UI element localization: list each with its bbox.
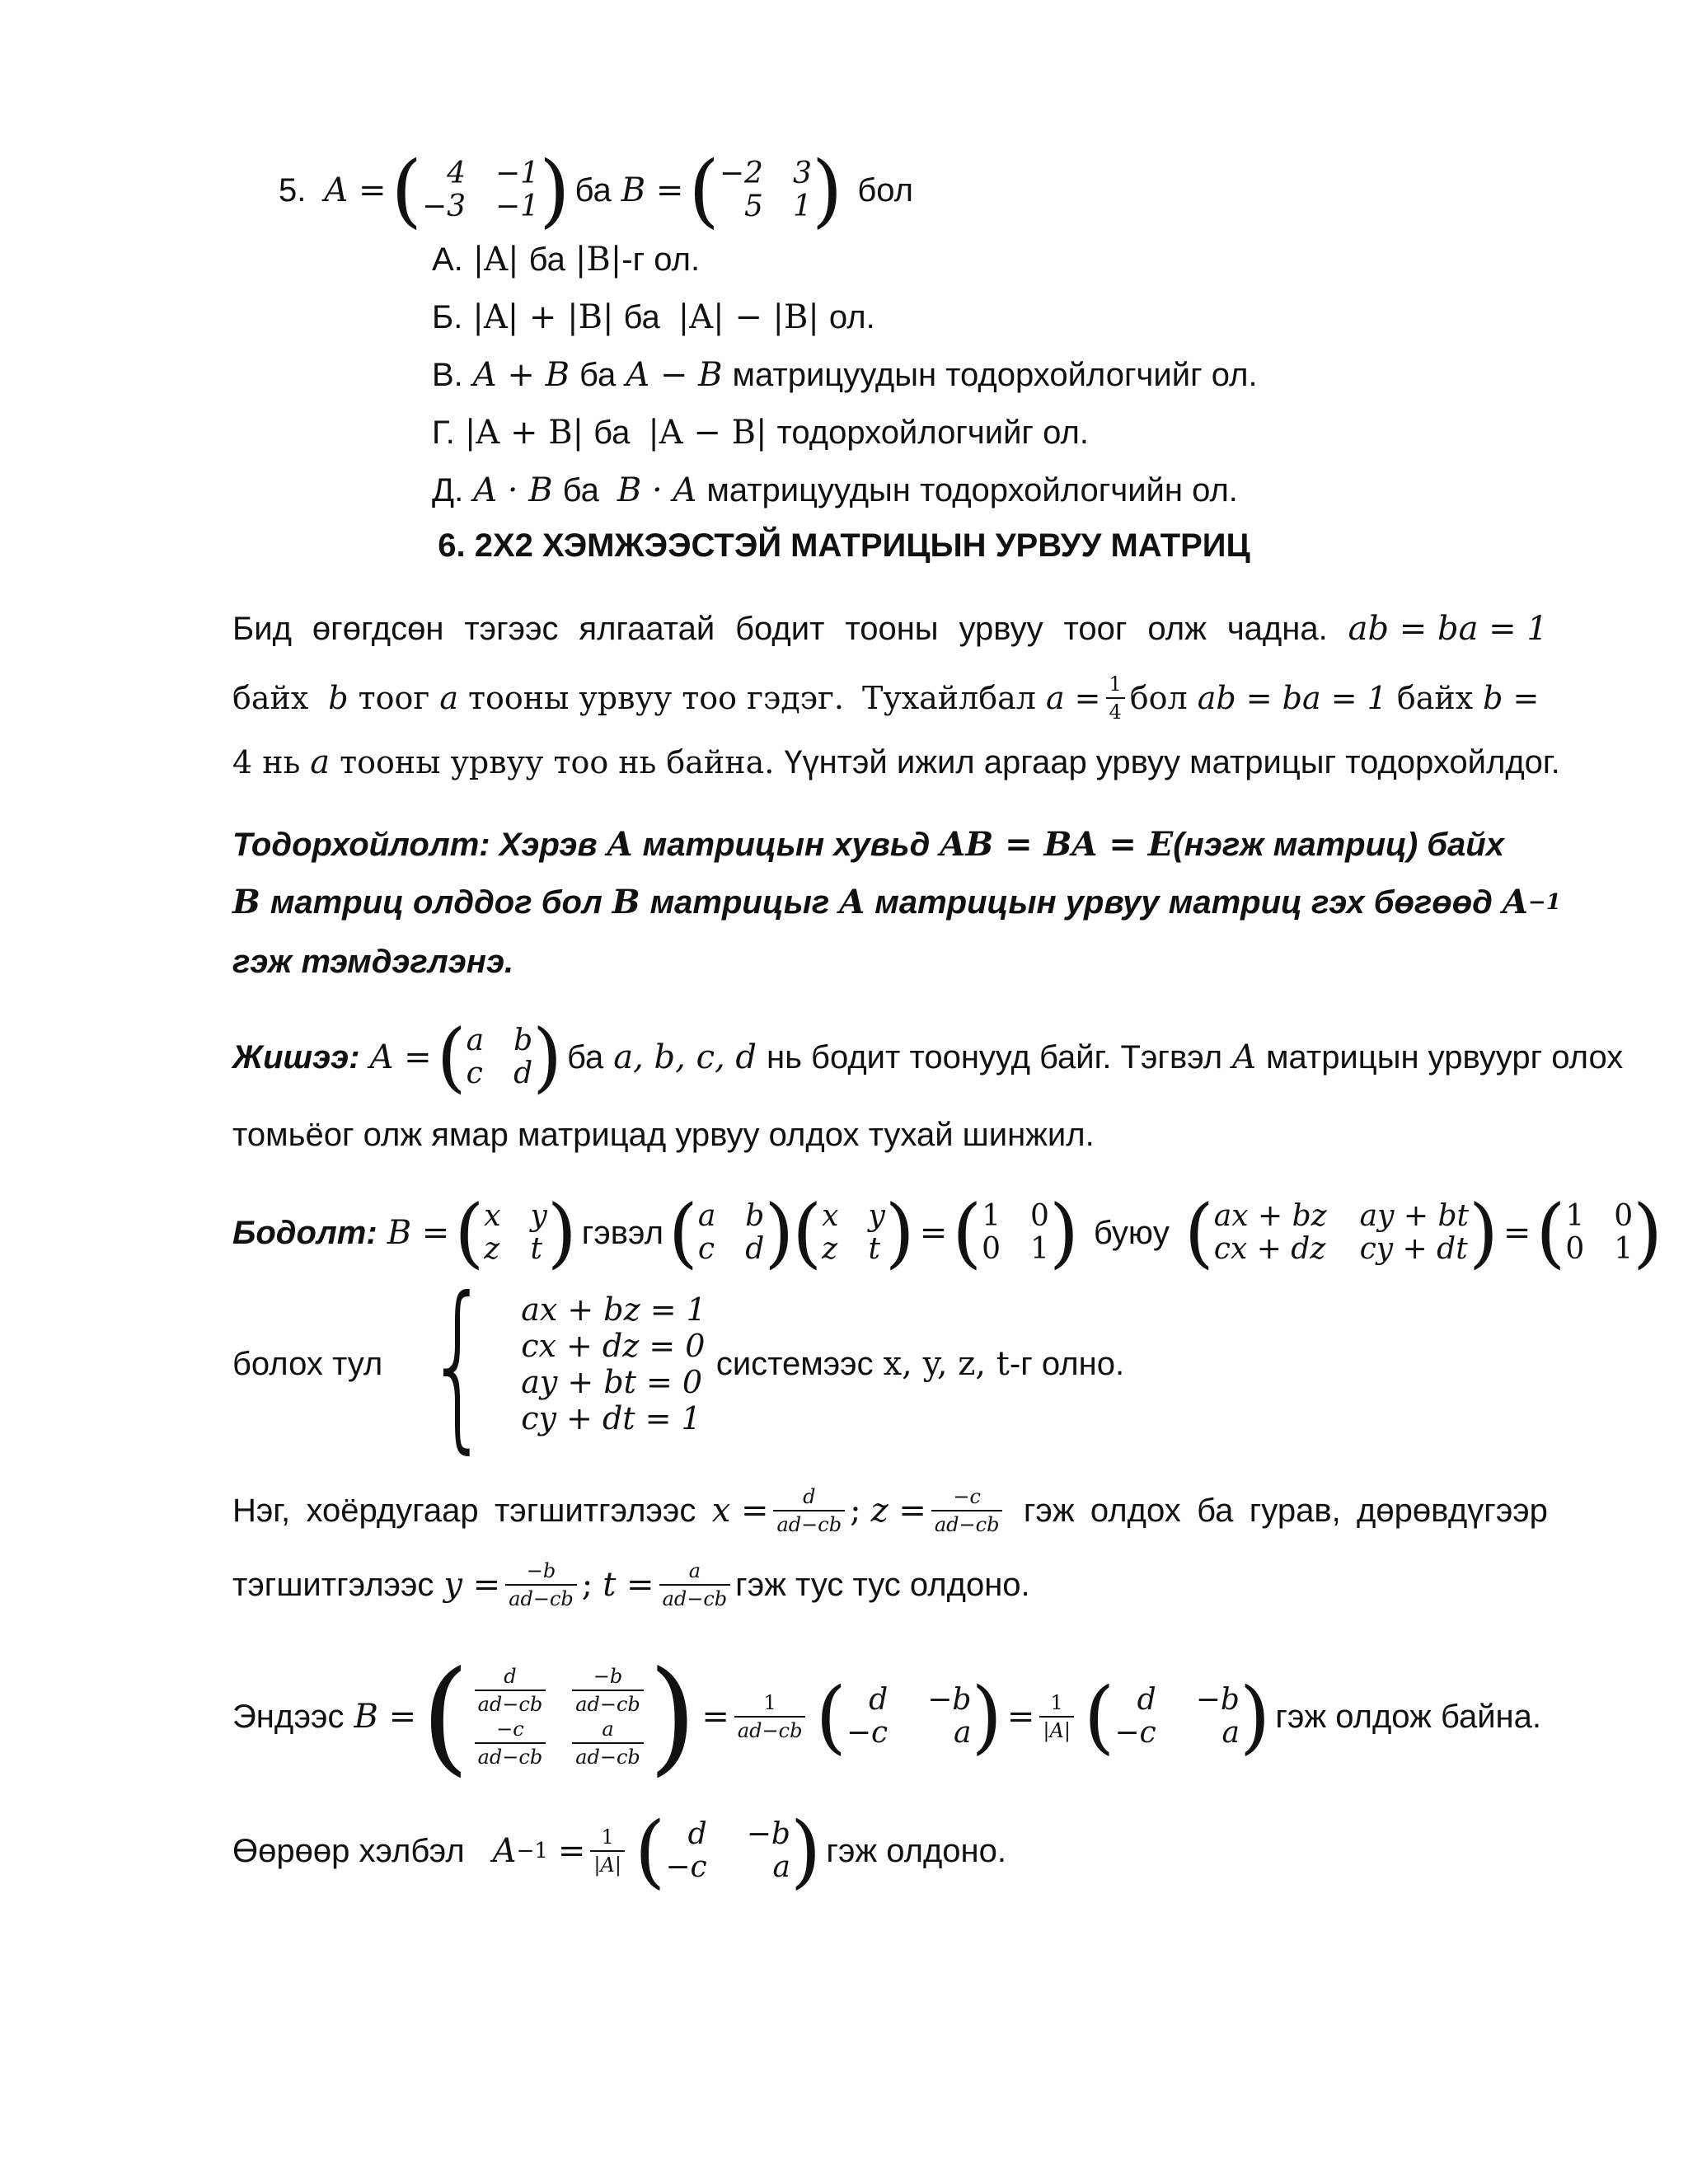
text: гэж олдоно. — [826, 1833, 1006, 1869]
numerator: 1 — [1109, 673, 1122, 696]
inline-math: A — [492, 1832, 517, 1870]
denominator: ad−cb — [734, 1716, 806, 1741]
matrix-cell: −b — [746, 1817, 790, 1852]
fraction — [505, 1561, 577, 1609]
item-math: A − B — [626, 356, 723, 394]
identity-matrix: ( 1 0 0 1 ) — [952, 1188, 1079, 1277]
text: гэж тус тус олдоно. — [735, 1567, 1030, 1603]
identity-matrix: ( 1 0 0 1 ) — [1536, 1188, 1663, 1277]
fraction — [734, 1693, 806, 1741]
text: Өөрөөр хэлбэл — [232, 1833, 465, 1869]
section-title: 6. 2X2 ХЭМЖЭЭСТЭЙ МАТРИЦЫН УРВУУ МАТРИЦ — [438, 527, 1250, 564]
inline-math: A — [1232, 1038, 1256, 1076]
definition-text: матрицыг — [649, 884, 830, 921]
denominator: ad−cb — [475, 1742, 546, 1767]
problem5-statement — [279, 144, 913, 237]
item-word: ба — [562, 472, 599, 509]
text: системээс — [715, 1346, 874, 1382]
matrix-cell: z — [484, 1232, 500, 1266]
example-label: Жишээ: — [232, 1039, 360, 1076]
inline-math: ab = ba = 1 — [1197, 680, 1387, 716]
fraction-matrix: ( $\frac{d}{ad-cb}$ $\frac{-b}{ad-cb}$ $\frac{-c}{ad-cb}$ $\frac{a}{ad-cb}$ ) — [421, 1645, 697, 1788]
word: чадна. — [1226, 611, 1328, 647]
solution-system-line — [232, 1258, 1125, 1469]
matrix-cell: 0 — [1565, 1232, 1585, 1266]
matrix-cell: a — [466, 1024, 485, 1058]
numerator: −b — [526, 1559, 556, 1582]
matrix-cell: −1 — [495, 190, 540, 223]
matrix-b: ( −2 3 5 1 ) — [688, 144, 843, 237]
definition-line-3: гэж тэмдэглэнэ. — [232, 944, 514, 980]
matrix-cell: d — [513, 1057, 533, 1090]
matrix-abcd: ( a b c d ) — [668, 1188, 795, 1277]
inverse-matrix: ( d −b −c a ) — [634, 1805, 822, 1897]
numerator: a — [688, 1559, 701, 1582]
matrix-cell: b — [745, 1199, 765, 1234]
word: дөрөвдүгээр — [1357, 1493, 1548, 1529]
definition-text: (нэгж матриц) байх — [1173, 827, 1504, 863]
matrix-cell: ay + bt — [1359, 1199, 1469, 1234]
word: олж — [1147, 611, 1207, 647]
matrix-cell: 1 — [982, 1199, 1001, 1234]
definition-text: матрицын хувьд — [642, 827, 931, 863]
intro-line-3 — [232, 742, 1560, 783]
word: ялгаатай — [579, 611, 715, 647]
text: тоог — [358, 680, 430, 716]
inline-math: b — [328, 680, 349, 716]
equation-system — [401, 1258, 706, 1469]
adjugate-matrix: ( d −b −c a ) — [1083, 1671, 1271, 1763]
matrix-cell: −3 — [421, 190, 467, 223]
item-math: |A + B| — [464, 414, 584, 452]
matrix-cell: cy + dt — [1359, 1232, 1468, 1266]
definition-text: матрицын урвуу матриц гэх бөгөөд — [874, 884, 1493, 921]
inline-math: x, y, z, t — [883, 1345, 1010, 1383]
denominator: ad−cb — [572, 1690, 644, 1714]
inline-math: y = — [443, 1566, 501, 1604]
item-math: A + B — [472, 356, 570, 394]
equals-sign: = — [1503, 1214, 1531, 1252]
matrix-cell: ax + bz — [1213, 1199, 1327, 1234]
text: Эндээс — [232, 1699, 345, 1735]
inline-math: A — [839, 883, 865, 921]
word: Бид — [232, 611, 292, 647]
matrix-cell: a — [1221, 1716, 1240, 1750]
denominator: ad−cb — [659, 1584, 731, 1609]
text: тооны урвуу тоо нь байна. — [340, 744, 775, 780]
fraction — [572, 1719, 644, 1767]
matrix-cell: d — [1137, 1683, 1156, 1718]
numerator: d — [504, 1665, 517, 1688]
solution-label: Бодолт: — [232, 1215, 377, 1251]
matrix-cell: d — [869, 1683, 889, 1718]
text: гэж олдож байна. — [1275, 1699, 1541, 1735]
numerator: −c — [953, 1485, 981, 1508]
matrix-cell: 0 — [1030, 1199, 1049, 1234]
denominator: |A| — [590, 1850, 625, 1875]
inline-math: B = — [387, 1214, 450, 1252]
equation: cx + dz = 0 — [521, 1327, 706, 1364]
word: гурав, — [1249, 1493, 1341, 1529]
text: 4 нь — [232, 744, 301, 780]
matrix-cell: x — [484, 1199, 501, 1234]
matrix-cell: −c — [1114, 1716, 1156, 1750]
word: тэгээс — [464, 611, 559, 647]
matrix-cell: a — [697, 1199, 716, 1234]
item-math: A · B — [473, 471, 553, 509]
equals-sign: = — [919, 1214, 948, 1252]
equation: cy + dt = 1 — [521, 1400, 701, 1437]
item-text: матрицуудын тодорхойлогчийн ол. — [706, 472, 1238, 509]
inline-math: B — [612, 883, 640, 921]
matrix-cell: −2 — [719, 157, 763, 191]
definition-text: Тодорхойлолт: Хэрэв — [232, 827, 598, 863]
equals-sign: = — [1006, 1698, 1035, 1736]
text: Үүнтэй ижил аргаар урвуу матрицыг тодорхойлдог. — [784, 744, 1560, 780]
word: урвуу — [959, 611, 1043, 647]
denominator: ad−cb — [505, 1584, 577, 1609]
matrix-cell: z — [822, 1232, 838, 1266]
matrix-abcd: ( a b c d ) — [436, 1013, 563, 1101]
matrix-cell: a — [772, 1850, 790, 1884]
problem5-item-d — [432, 471, 1238, 509]
item-letter: Д. — [432, 472, 464, 509]
text: гэвэл — [581, 1215, 663, 1251]
text: байх — [1396, 680, 1474, 716]
matrix-cell: −1 — [495, 157, 540, 191]
derivation-line-1 — [232, 1482, 1548, 1540]
denominator: ad−cb — [931, 1510, 1003, 1535]
matrix-cell: y — [530, 1199, 547, 1234]
inline-math: A — [1502, 883, 1528, 921]
adjugate-matrix: ( d −b −c a ) — [815, 1671, 1002, 1763]
derivation-line-2 — [232, 1556, 1030, 1614]
word: олдох — [1090, 1493, 1181, 1529]
item-text: -г ол. — [621, 241, 701, 278]
numerator: d — [803, 1485, 816, 1508]
inline-math: a — [439, 680, 458, 716]
definition-text: матриц олддог бол — [270, 884, 603, 921]
matrix-cell: d — [687, 1817, 707, 1852]
matrix-xyzt: ( x y z t ) — [454, 1188, 577, 1277]
word: тоог — [1063, 611, 1128, 647]
item-text: матрицуудын тодорхойлогчийг ол. — [732, 357, 1258, 393]
matrix-cell: a — [953, 1716, 972, 1750]
curly-brace: { — [426, 1258, 490, 1469]
matrix-cell: −b — [927, 1683, 972, 1718]
fraction — [1039, 1693, 1074, 1741]
inline-math: x = — [711, 1492, 769, 1530]
inline-math: A = — [369, 1038, 432, 1076]
problem5-item-b — [432, 298, 875, 336]
numerator: 1 — [1050, 1691, 1063, 1714]
denominator: 4 — [1106, 697, 1125, 722]
problem5-item-v — [432, 356, 1258, 394]
text: тэгшитгэлээс — [232, 1567, 434, 1603]
numerator: a — [602, 1718, 614, 1741]
matrix-a-label: A = — [324, 171, 387, 209]
final-line: Өөрөөр хэлбэл A −1 = $\frac{1}{|A|}$ ( d −b −c a ) гэж олдоно. — [232, 1805, 1006, 1897]
matrix-cell: −c — [846, 1716, 889, 1750]
equation: ax + bz = 1 — [521, 1291, 706, 1328]
matrix-xyzt: ( x y z t ) — [792, 1188, 915, 1277]
denominator: |A| — [1039, 1716, 1074, 1741]
matrix-cell: 1 — [1565, 1199, 1585, 1234]
text: тооны урвуу тоо гэдэг. — [467, 680, 844, 716]
inline-math: B — [232, 883, 260, 921]
item-math: B · A — [617, 471, 697, 509]
inline-math: A — [607, 825, 633, 864]
word: бодит — [735, 611, 825, 647]
item-word: ба — [593, 415, 631, 451]
item-math: |B| — [574, 241, 622, 279]
text: бол — [1129, 680, 1188, 716]
inline-math: AB = BA = E — [940, 825, 1174, 864]
item-math: |A| − |B| — [678, 298, 819, 336]
text: Тухайлбал — [862, 680, 1036, 716]
matrix-cell: b — [513, 1024, 533, 1058]
fraction — [475, 1719, 546, 1767]
item-math: |A| — [472, 241, 519, 279]
item-letter: Б. — [432, 299, 463, 335]
text: ба — [567, 1039, 604, 1076]
inline-math: a — [310, 743, 331, 781]
equation: ay + bt = 0 — [521, 1364, 703, 1400]
matrix-b-label: B = — [621, 171, 684, 209]
matrix-cell: 1 — [1614, 1232, 1634, 1266]
denominator: ad−cb — [475, 1690, 546, 1714]
matrix-cell: c — [466, 1057, 483, 1090]
text: буюу — [1093, 1215, 1170, 1251]
matrix-cell: y — [868, 1199, 885, 1234]
matrix-cell: t — [868, 1232, 880, 1266]
item-word: ба — [623, 299, 660, 335]
item-math: |A| + |B| — [472, 298, 614, 336]
word-and: ба — [574, 172, 612, 209]
matrix-cell: t — [530, 1232, 542, 1266]
definition-line-2: B матриц олддог бол B матрицыг A матрицын урвуу матриц гэх бөгөөд A −1 — [232, 883, 1561, 921]
numerator: 1 — [601, 1825, 614, 1849]
word-bol: бол — [857, 172, 913, 209]
item-letter: А. — [432, 241, 463, 278]
text: болох тул — [232, 1346, 383, 1382]
fraction — [1106, 674, 1125, 722]
problem5-item-g — [432, 414, 1089, 452]
fraction — [475, 1666, 546, 1714]
numerator: 1 — [763, 1691, 776, 1714]
inline-math: a, b, c, d — [613, 1038, 757, 1076]
denominator: ad−cb — [572, 1742, 644, 1767]
matrix-cell: 4 — [447, 157, 467, 191]
item-letter: В. — [432, 357, 463, 393]
problem-number: 5. — [279, 172, 307, 209]
item-text: ол. — [828, 299, 875, 335]
equals-sign: = — [701, 1698, 729, 1736]
word: тэгшитгэлээс — [494, 1493, 696, 1529]
word: тооны — [845, 611, 939, 647]
text: байх — [232, 680, 309, 716]
word: Нэг, — [232, 1493, 291, 1529]
example-line-2: томьёог олж ямар матрицад урвуу олдох тухай шинжил. — [232, 1117, 1095, 1153]
numerator: −c — [496, 1718, 524, 1741]
matrix-a: ( 4 −1 −3 −1 ) — [391, 144, 570, 237]
matrix-cell: −b — [1195, 1683, 1240, 1718]
fraction — [773, 1487, 845, 1535]
equals-sign: = — [557, 1832, 586, 1870]
item-word: ба — [528, 241, 565, 278]
intro-line-1 — [232, 608, 1548, 649]
matrix-cell: 5 — [744, 190, 763, 223]
matrix-cell: d — [745, 1232, 765, 1266]
semicolon: ; — [850, 1492, 861, 1530]
matrix-cell: 0 — [1614, 1199, 1634, 1234]
inline-math: b = — [1483, 680, 1540, 716]
problem5-item-a — [432, 241, 700, 279]
definition-line-1 — [232, 824, 1504, 865]
inline-math: t = — [603, 1566, 654, 1604]
text: нь бодит тоонууд байг. Тэгвэл — [767, 1039, 1223, 1076]
denominator: ad−cb — [773, 1510, 845, 1535]
matrix-cell: −c — [665, 1850, 707, 1884]
matrix-cell: 1 — [1030, 1232, 1049, 1266]
matrix-cell: c — [697, 1232, 715, 1266]
product-matrix: ( ax + bz ay + bt cx + dz cy + dt ) — [1184, 1188, 1498, 1277]
numerator: −b — [593, 1665, 623, 1688]
inline-math: z = — [870, 1492, 926, 1530]
inline-math: a = — [1045, 680, 1101, 716]
item-word: ба — [579, 357, 617, 393]
text: матрицын урвуург олох — [1266, 1039, 1624, 1076]
fraction — [590, 1827, 625, 1875]
inline-math: ab = ba = 1 — [1348, 610, 1548, 648]
matrix-cell: 3 — [792, 157, 812, 191]
item-text: тодорхойлогчийг ол. — [776, 415, 1089, 451]
matrix-cell: 0 — [982, 1232, 1001, 1266]
matrix-cell: 1 — [792, 190, 812, 223]
result-line — [232, 1645, 1541, 1788]
word: гэж — [1023, 1493, 1075, 1529]
word: хоёрдугаар — [306, 1493, 479, 1529]
item-math: |A − B| — [648, 414, 767, 452]
matrix-cell: cx + dz — [1213, 1232, 1326, 1266]
text: -г олно. — [1009, 1346, 1125, 1382]
item-letter: Г. — [432, 415, 455, 451]
fraction — [572, 1666, 644, 1714]
fraction — [659, 1561, 731, 1609]
word: ба — [1197, 1493, 1234, 1529]
inline-math: B = — [354, 1698, 417, 1736]
fraction — [931, 1487, 1003, 1535]
word: өгөгдсөн — [312, 611, 444, 647]
example-line-1 — [232, 1013, 1624, 1101]
intro-line-2 — [232, 669, 1539, 727]
semicolon: ; — [581, 1566, 593, 1604]
matrix-cell: x — [822, 1199, 839, 1234]
